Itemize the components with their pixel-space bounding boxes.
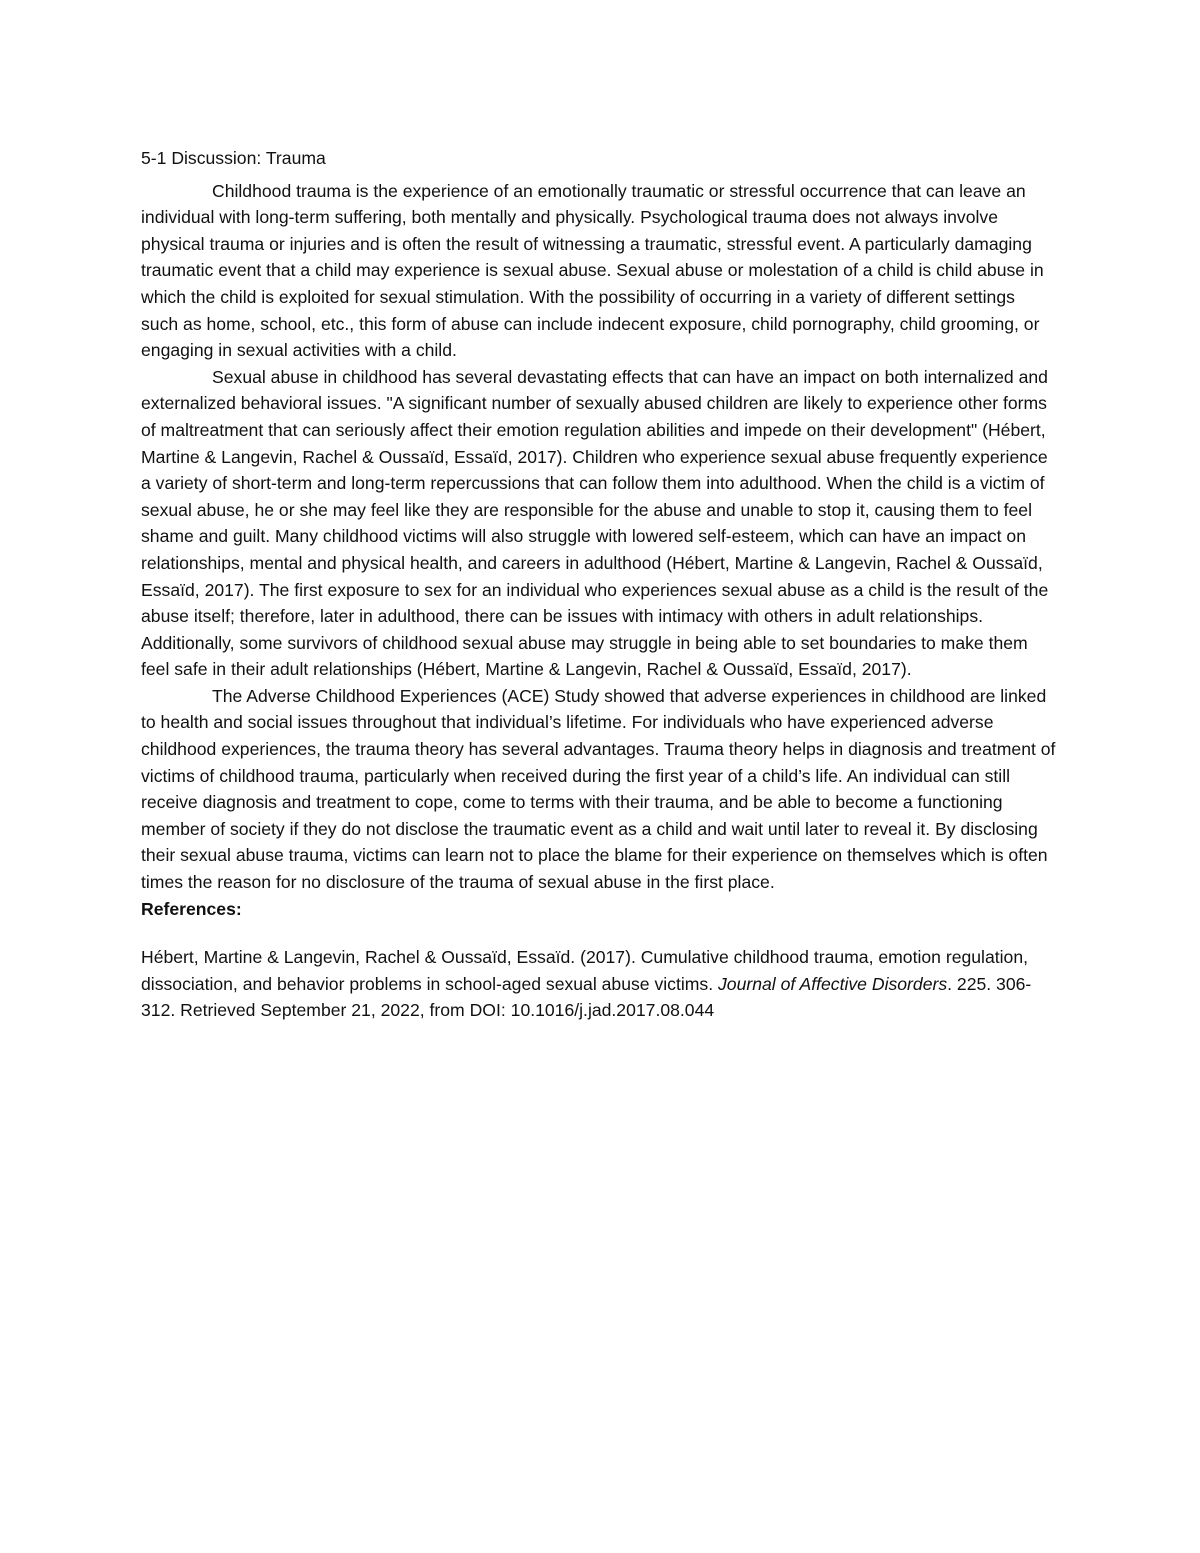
- paragraph-childhood-trauma: Childhood trauma is the experience of an emotionally traumatic or stressful occurrence that can leave an individual with long-term suffering, both mentally and physically. Psychological trauma does not always involve physical trauma or injuries and is often the result of witnessing a traumatic, stressful event. A particularly damaging traumatic event that a child may experience is sexual abuse. Sexual abuse or molestation of a child is child abuse in which the child is exploited for sexual stimulation. With the possibility of occurring in a variety of different settings such as home, school, etc., this form of abuse can include indecent exposure, child pornography, child grooming, or engaging in sexual activities with a child.: [141, 180, 1044, 361]
- reference-journal: Journal of Affective Disorders: [718, 973, 948, 994]
- document-title: 5-1 Discussion: Trauma: [141, 148, 326, 168]
- reference-entry: [141, 944, 1056, 1024]
- paragraph-sexual-abuse-effects: Sexual abuse in childhood has several devastating effects that can have an impact on both internalized and externalized behavioral issues. "A significant number of sexually abused children are likely to experience other forms of maltreatment that can seriously affect their emotion regulation abilities and impede on their development" (Hébert, Martine & Langevin, Rachel & Oussaïd, Essaïd, 2017). Children who experience sexual abuse frequently experience a variety of short-term and long-term repercussions that can follow them into adulthood. When the child is a victim of sexual abuse, he or she may feel like they are responsible for the abuse and unable to stop it, causing them to feel shame and guilt. Many childhood victims will also struggle with lowered self-esteem, which can have an impact on relationships, mental and physical health, and careers in adulthood (Hébert, Martine & Langevin, Rachel & Oussaïd, Essaïd, 2017). The first exposure to sex for an individual who experiences sexual abuse as a child is the result of the abuse itself; therefore, later in adulthood, there can be issues with intimacy with others in adult relationships. Additionally, some survivors of childhood sexual abuse may struggle in being able to set boundaries to make them feel safe in their adult relationships (Hébert, Martine & Langevin, Rachel & Oussaïd, Essaïd, 2017).: [141, 366, 1049, 680]
- reference-details: . 225. 306-312. Retrieved September 21, 2022, from DOI: 10.1016/j.jad.2017.08.044: [141, 973, 1032, 1021]
- paragraph-ace-study: The Adverse Childhood Experiences (ACE) Study showed that adverse experiences in childhood are linked to health and social issues throughout that individual’s lifetime. For individuals who have experienced adverse childhood experiences, the trauma theory has several advantages. Trauma theory helps in diagnosis and treatment of victims of childhood trauma, particularly when received during the first year of a child’s life. An individual can still receive diagnosis and treatment to cope, come to terms with their trauma, and be able to become a functioning member of society if they do not disclose the traumatic event as a child and wait until later to reveal it. By disclosing their sexual abuse trauma, victims can learn not to place the blame for their experience on themselves which is often times the reason for no disclosure of the trauma of sexual abuse in the first place.: [141, 685, 1056, 893]
- reference-authors-title: Hébert, Martine & Langevin, Rachel & Oussaïd, Essaïd. (2017). Cumulative childhood trauma, emotion regulation, dissociation, and behavior problems in school-aged sexual abuse victims.: [141, 947, 1028, 994]
- references-heading: References:: [141, 898, 242, 919]
- document-body: [141, 145, 1056, 1024]
